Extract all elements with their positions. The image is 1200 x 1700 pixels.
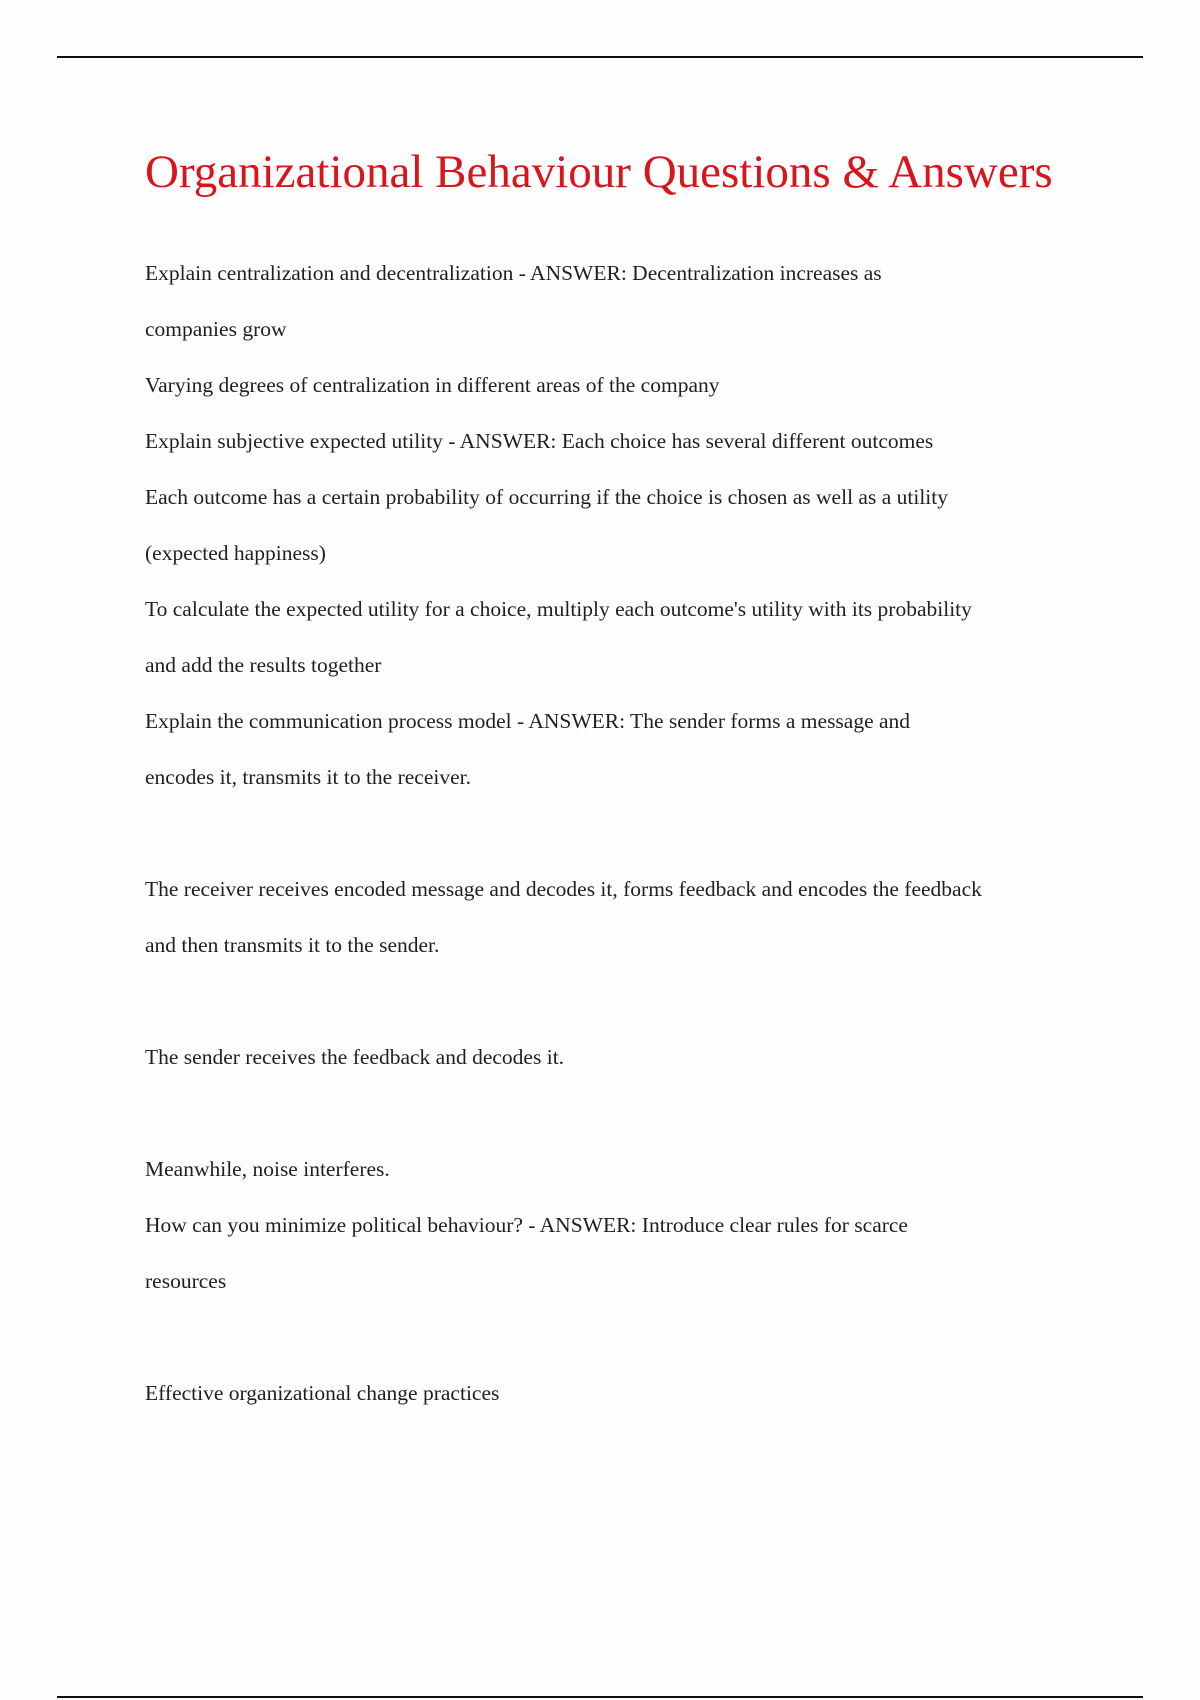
body-line: resources xyxy=(145,1269,227,1293)
blank-line xyxy=(145,805,1095,861)
body-line: encodes it, transmits it to the receiver. xyxy=(145,765,471,789)
blank-line xyxy=(145,973,1095,1029)
blank-line xyxy=(145,1085,1095,1141)
body-line: Effective organizational change practices xyxy=(145,1381,500,1405)
footer-rule xyxy=(57,1696,1143,1698)
header-rule xyxy=(57,56,1143,58)
document-body xyxy=(145,245,1095,1421)
body-line: The sender receives the feedback and decodes it. xyxy=(145,1045,565,1069)
blank-line xyxy=(145,1309,1095,1365)
body-line: (expected happiness) xyxy=(145,541,326,565)
body-line: Each outcome has a certain probability of occurring if the choice is chosen as well as a utility xyxy=(145,485,948,509)
body-line: The receiver receives encoded message and decodes it, forms feedback and encodes the feedback xyxy=(145,877,982,901)
body-line: Varying degrees of centralization in different areas of the company xyxy=(145,373,720,397)
body-line: companies grow xyxy=(145,317,287,341)
body-line: Meanwhile, noise interferes. xyxy=(145,1157,390,1181)
body-line: To calculate the expected utility for a choice, multiply each outcome's utility with its probability xyxy=(145,597,972,621)
body-line: Explain subjective expected utility - ANSWER: Each choice has several different outcomes xyxy=(145,429,934,453)
body-line: and then transmits it to the sender. xyxy=(145,933,440,957)
page-title: Organizational Behaviour Questions & Answers xyxy=(145,146,1053,198)
body-line: Explain centralization and decentralization - ANSWER: Decentralization increases as xyxy=(145,261,882,285)
body-line: Explain the communication process model - ANSWER: The sender forms a message and xyxy=(145,709,911,733)
body-line: and add the results together xyxy=(145,653,382,677)
body-line: How can you minimize political behaviour? - ANSWER: Introduce clear rules for scarce xyxy=(145,1213,908,1237)
